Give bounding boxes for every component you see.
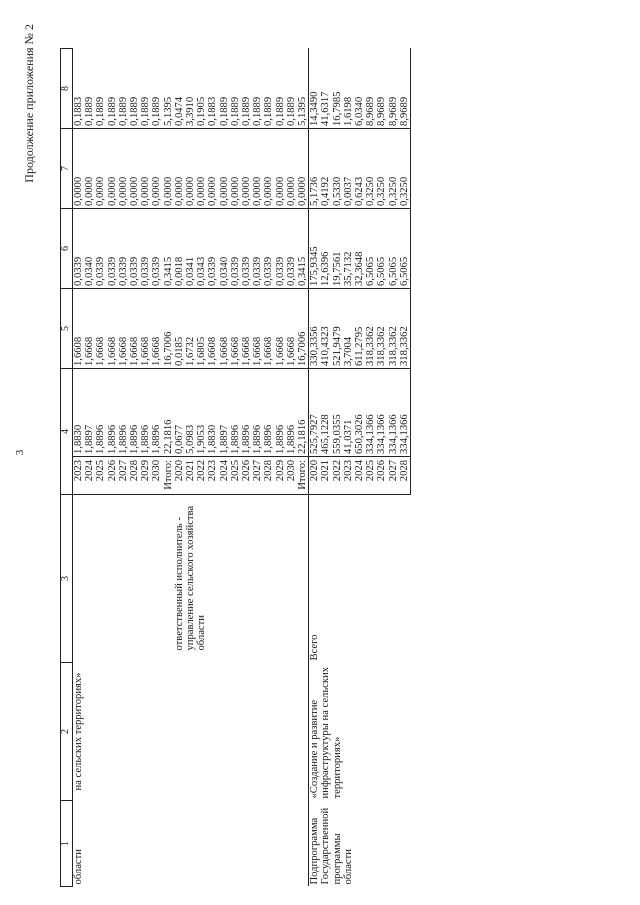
header-cell: 2 [61, 663, 73, 801]
header-row [61, 49, 73, 887]
value-cell: 6,0340 [354, 49, 365, 129]
value-cell: 22,1816 [297, 369, 309, 457]
value-cell: 465,1228 [320, 369, 331, 457]
value-cell: 41,6317 [320, 49, 331, 129]
value-cell: 1,6668 [263, 289, 274, 369]
value-cell: 0,1905 [196, 49, 207, 129]
value-cell: 0,0339 [263, 209, 274, 289]
subprogram-label: Подпрограмма Государственной программы области [309, 807, 354, 885]
subprogram-name-label: «Создание и развитие инфраструктуры на сельских территориях» [309, 667, 343, 799]
value-cell: 0,0000 [196, 129, 207, 209]
value-cell: 0,1889 [263, 49, 274, 129]
value-cell: 1,6668 [140, 289, 151, 369]
value-cell: 334,1366 [376, 369, 387, 457]
value-cell: 0,0037 [343, 129, 354, 209]
program-name-cell [73, 663, 309, 801]
value-cell: 5,1395 [297, 49, 309, 129]
value-cell: 1,6668 [107, 289, 118, 369]
year-cell: 2024 [84, 457, 95, 495]
value-cell: 1,8896 [95, 369, 106, 457]
value-cell: 0,3250 [399, 129, 411, 209]
header-cell: 3 [61, 495, 73, 663]
value-cell: 1,8896 [241, 369, 252, 457]
value-cell: 6,5065 [376, 209, 387, 289]
value-cell: 8,9689 [399, 49, 411, 129]
year-cell: 2029 [140, 457, 151, 495]
year-cell: 2026 [107, 457, 118, 495]
value-cell: 0,0000 [118, 129, 129, 209]
value-cell: 1,6608 [207, 289, 218, 369]
value-cell: 0,1889 [230, 49, 241, 129]
value-cell: 0,0339 [151, 209, 162, 289]
value-cell: 32,3648 [354, 209, 365, 289]
year-cell: 2023 [207, 457, 218, 495]
value-cell: 0,0339 [118, 209, 129, 289]
value-cell: 0,1889 [241, 49, 252, 129]
value-cell: 0,0339 [140, 209, 151, 289]
value-cell: 0,0000 [286, 129, 297, 209]
year-cell: 2023 [343, 457, 354, 495]
value-cell: 1,6668 [241, 289, 252, 369]
value-cell: 22,1816 [163, 369, 174, 457]
table-body [73, 49, 411, 887]
year-cell: 2030 [151, 457, 162, 495]
value-cell: 5,1736 [309, 129, 321, 209]
value-cell: 1,6668 [129, 289, 140, 369]
value-cell: 318,3362 [376, 289, 387, 369]
value-cell: 1,6668 [286, 289, 297, 369]
value-cell: 1,6668 [95, 289, 106, 369]
value-cell: 0,0000 [84, 129, 95, 209]
year-cell: 2027 [118, 457, 129, 495]
value-cell: 1,6668 [84, 289, 95, 369]
year-cell: 2023 [73, 457, 85, 495]
header-cell: 6 [61, 209, 73, 289]
value-cell: 0,3415 [163, 209, 174, 289]
year-cell: Итого: [163, 457, 174, 495]
year-cell: 2027 [252, 457, 263, 495]
value-cell: 8,9689 [376, 49, 387, 129]
value-cell: 334,1366 [399, 369, 411, 457]
value-cell: 16,7985 [332, 49, 343, 129]
value-cell: 0,1889 [118, 49, 129, 129]
value-cell: 0,0339 [95, 209, 106, 289]
value-cell: 16,7006 [297, 289, 309, 369]
value-cell: 5,1395 [163, 49, 174, 129]
year-cell: 2026 [376, 457, 387, 495]
year-cell: Итого: [297, 457, 309, 495]
value-cell: 1,6668 [275, 289, 286, 369]
value-cell: 0,1889 [219, 49, 230, 129]
value-cell: 0,4192 [320, 129, 331, 209]
value-cell: 650,3026 [354, 369, 365, 457]
value-cell: 3,3910 [185, 49, 196, 129]
value-cell: 0,0000 [252, 129, 263, 209]
value-cell: 318,3362 [388, 289, 399, 369]
source-cell-empty [73, 495, 174, 663]
value-cell: 0,0000 [241, 129, 252, 209]
appendix-continuation-title: Продолжение приложения № 2 [22, 24, 36, 183]
value-cell: 0,3250 [376, 129, 387, 209]
region-label: области [73, 849, 84, 885]
value-cell: 0,0000 [275, 129, 286, 209]
value-cell: 1,6608 [73, 289, 85, 369]
value-cell: 6,5065 [399, 209, 411, 289]
value-cell: 1,8896 [151, 369, 162, 457]
value-cell: 0,0343 [196, 209, 207, 289]
value-cell: 0,3250 [388, 129, 399, 209]
year-cell: 2022 [196, 457, 207, 495]
value-cell: 1,8896 [263, 369, 274, 457]
executor-label: ответственный исполнитель - управление сельского хозяйства области [173, 505, 208, 651]
year-cell: 2028 [399, 457, 411, 495]
budget-table [60, 48, 411, 887]
header-cell: 5 [61, 289, 73, 369]
year-cell: 2024 [219, 457, 230, 495]
year-cell: 2028 [263, 457, 274, 495]
value-cell: 1,6668 [252, 289, 263, 369]
value-cell: 521,9479 [332, 289, 343, 369]
year-cell: 2020 [309, 457, 321, 495]
program-name-label: на сельских территориях» [73, 672, 84, 791]
value-cell: 1,8896 [129, 369, 140, 457]
value-cell: 0,0341 [185, 209, 196, 289]
value-cell: 1,6668 [219, 289, 230, 369]
value-cell: 12,6396 [320, 209, 331, 289]
value-cell: 0,0000 [140, 129, 151, 209]
value-cell: 318,3362 [399, 289, 411, 369]
value-cell: 0,0000 [297, 129, 309, 209]
value-cell: 0,0339 [230, 209, 241, 289]
value-cell: 1,8830 [207, 369, 218, 457]
value-cell: 1,8896 [286, 369, 297, 457]
value-cell: 6,5065 [365, 209, 376, 289]
value-cell: 0,0185 [174, 289, 185, 369]
region-cell [73, 801, 309, 887]
value-cell: 0,0000 [207, 129, 218, 209]
value-cell: 0,0339 [129, 209, 140, 289]
value-cell: 0,0000 [95, 129, 106, 209]
value-cell: 0,0340 [84, 209, 95, 289]
value-cell: 1,6805 [196, 289, 207, 369]
value-cell: 0,0000 [174, 129, 185, 209]
source-total-cell [309, 495, 411, 663]
value-cell: 1,6668 [230, 289, 241, 369]
value-cell: 0,0000 [73, 129, 85, 209]
value-cell: 0,0340 [219, 209, 230, 289]
value-cell: 0,0000 [151, 129, 162, 209]
value-cell: 8,9689 [388, 49, 399, 129]
year-cell: 2020 [174, 457, 185, 495]
table-row [73, 49, 85, 887]
value-cell: 1,9053 [196, 369, 207, 457]
value-cell: 0,0018 [174, 209, 185, 289]
value-cell: 6,5065 [388, 209, 399, 289]
value-cell: 0,1889 [129, 49, 140, 129]
value-cell: 0,0000 [263, 129, 274, 209]
year-cell: 2021 [185, 457, 196, 495]
subprogram-cell [309, 801, 411, 887]
table-row [309, 49, 321, 887]
year-cell: 2021 [320, 457, 331, 495]
header-cell: 8 [61, 49, 73, 129]
value-cell: 1,8896 [118, 369, 129, 457]
value-cell: 410,4323 [320, 289, 331, 369]
value-cell: 1,8896 [140, 369, 151, 457]
value-cell: 0,1889 [95, 49, 106, 129]
value-cell: 0,0000 [219, 129, 230, 209]
value-cell: 1,8896 [275, 369, 286, 457]
year-cell: 2030 [286, 457, 297, 495]
value-cell: 1,6668 [118, 289, 129, 369]
value-cell: 0,0339 [107, 209, 118, 289]
value-cell: 16,7006 [163, 289, 174, 369]
value-cell: 1,6198 [343, 49, 354, 129]
value-cell: 1,6732 [185, 289, 196, 369]
value-cell: 19,7561 [332, 209, 343, 289]
value-cell: 0,0000 [185, 129, 196, 209]
year-cell: 2024 [354, 457, 365, 495]
value-cell: 35,7132 [343, 209, 354, 289]
value-cell: 0,3415 [297, 209, 309, 289]
value-cell: 0,0339 [73, 209, 85, 289]
value-cell: 0,0000 [129, 129, 140, 209]
value-cell: 0,0677 [174, 369, 185, 457]
value-cell: 559,0355 [332, 369, 343, 457]
value-cell: 334,1366 [365, 369, 376, 457]
year-cell: 2025 [95, 457, 106, 495]
value-cell: 175,9345 [309, 209, 321, 289]
value-cell: 0,6243 [354, 129, 365, 209]
year-cell: 2028 [129, 457, 140, 495]
value-cell: 0,0339 [241, 209, 252, 289]
value-cell: 0,1889 [252, 49, 263, 129]
year-cell: 2025 [365, 457, 376, 495]
value-cell: 3,7004 [343, 289, 354, 369]
value-cell: 0,5330 [332, 129, 343, 209]
header-cell: 7 [61, 129, 73, 209]
value-cell: 41,0371 [343, 369, 354, 457]
header-cell: 4 [61, 369, 73, 495]
value-cell: 0,0339 [275, 209, 286, 289]
value-cell: 1,8896 [252, 369, 263, 457]
value-cell: 0,0000 [230, 129, 241, 209]
value-cell: 1,8830 [73, 369, 85, 457]
subprogram-name-cell [309, 663, 411, 801]
value-cell: 0,0339 [207, 209, 218, 289]
value-cell: 0,1889 [107, 49, 118, 129]
value-cell: 5,0983 [185, 369, 196, 457]
value-cell: 1,6668 [151, 289, 162, 369]
value-cell: 330,3356 [309, 289, 321, 369]
value-cell: 0,1883 [207, 49, 218, 129]
value-cell: 0,0000 [163, 129, 174, 209]
page-number: 3 [14, 449, 26, 456]
value-cell: 334,1366 [388, 369, 399, 457]
value-cell: 0,1889 [84, 49, 95, 129]
executor-cell [174, 495, 309, 663]
value-cell: 0,0339 [252, 209, 263, 289]
value-cell: 611,2795 [354, 289, 365, 369]
source-total-label: Всего [309, 634, 321, 661]
value-cell: 0,1889 [140, 49, 151, 129]
value-cell: 0,0339 [286, 209, 297, 289]
value-cell: 0,1889 [151, 49, 162, 129]
value-cell: 318,3362 [365, 289, 376, 369]
year-cell: 2026 [241, 457, 252, 495]
year-cell: 2022 [332, 457, 343, 495]
value-cell: 525,7927 [309, 369, 321, 457]
value-cell: 8,9689 [365, 49, 376, 129]
value-cell: 0,0474 [174, 49, 185, 129]
year-cell: 2027 [388, 457, 399, 495]
header-cell: 1 [61, 801, 73, 887]
value-cell: 14,3490 [309, 49, 321, 129]
value-cell: 0,0000 [107, 129, 118, 209]
value-cell: 0,1889 [275, 49, 286, 129]
value-cell: 0,1889 [286, 49, 297, 129]
value-cell: 1,8897 [219, 369, 230, 457]
year-cell: 2025 [230, 457, 241, 495]
value-cell: 1,8896 [230, 369, 241, 457]
value-cell: 0,3250 [365, 129, 376, 209]
year-cell: 2029 [275, 457, 286, 495]
value-cell: 0,1883 [73, 49, 85, 129]
value-cell: 1,8897 [84, 369, 95, 457]
value-cell: 1,8896 [107, 369, 118, 457]
